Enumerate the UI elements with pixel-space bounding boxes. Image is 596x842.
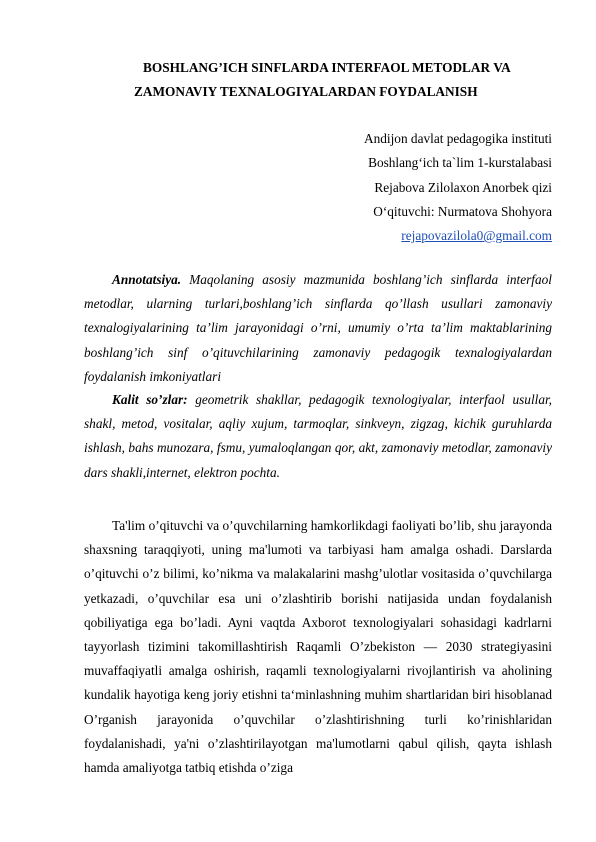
- abstract-label: Annotatsiya.: [112, 272, 182, 287]
- title-line-1: BOSHLANG’ICH SINFLARDA INTERFAOL METODLAR VA: [143, 60, 511, 75]
- body-section: [84, 514, 552, 780]
- keywords-section: [84, 388, 552, 485]
- keywords-label: Kalit so’zlar:: [112, 392, 188, 407]
- title-line-2: ZAMONAVIY TEXNALOGIYALARDAN FOYDALANISH: [134, 84, 478, 99]
- author-name: Rejabova Zilolaxon Anorbek qizi: [374, 180, 552, 195]
- faculty-course: Boshlang‘ich ta`lim 1-kurstalabasi: [368, 155, 552, 170]
- email-link[interactable]: rejapovazilola0@gmail.com: [401, 228, 552, 243]
- body-paragraph: Ta'lim o’qituvchi va o’quvchilarning hamkorlikdagi faoliyati bo’lib, shu jarayonda shaxsning taraqqiyoti, uning ma'lumoti va tarbiyasi ham amalga oshadi. Darslarda o’qituvchi o’z bilimi, ko’nikma va malakalarini mashg’ulotlar vositasida o’quvchilarga yetkazadi, o’quvchilar esa uni o’zlashtirib borishi natijasida undan foydalanish qobiliyatiga ega bo’ladi. Ayni vaqtda Axborot texnologiyalari sohasidagi kadrlarni tayyorlash tizimini takomillashtirish Raqamli O’zbekiston — 2030 strategiyasini muvaffaqiyatli amalga oshirish, raqamli texnologiyalarni rivojlantirish va aholining kundalik hayotiga keng joriy etishni ta‘minlashning muhim shartlaridan biri hisoblanad O’rganish jarayonida o’quvchilar o’zlashtirishning turli ko’rinishlaridan foydalanishadi, ya'ni o’zlashtirilayotgan ma'lumotlarni qabul qilish, qayta ishlash hamda amaliyotga tatbiq etishda o’ziga: [84, 518, 552, 776]
- institute-name: Andijon davlat pedagogika instituti: [364, 131, 552, 146]
- keywords-text: geometrik shakllar, pedagogik texnologiyalar, interfaol usullar, shakl, metod, vositalar, aqliy xujum, tarmoqlar, sinkveyn, zigzag, kichik guruhlarda ishlash, bahs munozara, fsmu, yumaloqlangan qor, akt, zamonaviy metodlar, zamonaviy dars shakli,internet, elektron pochta.: [84, 392, 553, 480]
- teacher-name: O‘qituvchi: Nurmatova Shohyora: [373, 204, 552, 219]
- abstract-section: [84, 268, 552, 389]
- abstract-text: Maqolaning asosiy mazmunida boshlang’ich sinflarda interfaol metodlar, ularning turlari,boshlang’ich sinflarda qo’llash usullari zamonaviy texnalogiyalarining ta’lim jarayonidagi o’rni, umumiy o’rta ta’lim maktablarining boshlang’ich sinf o’qituvchilarining zamonaviy pedagogik texnalogiyalardan foydalanish imkoniyatlari: [84, 272, 552, 384]
